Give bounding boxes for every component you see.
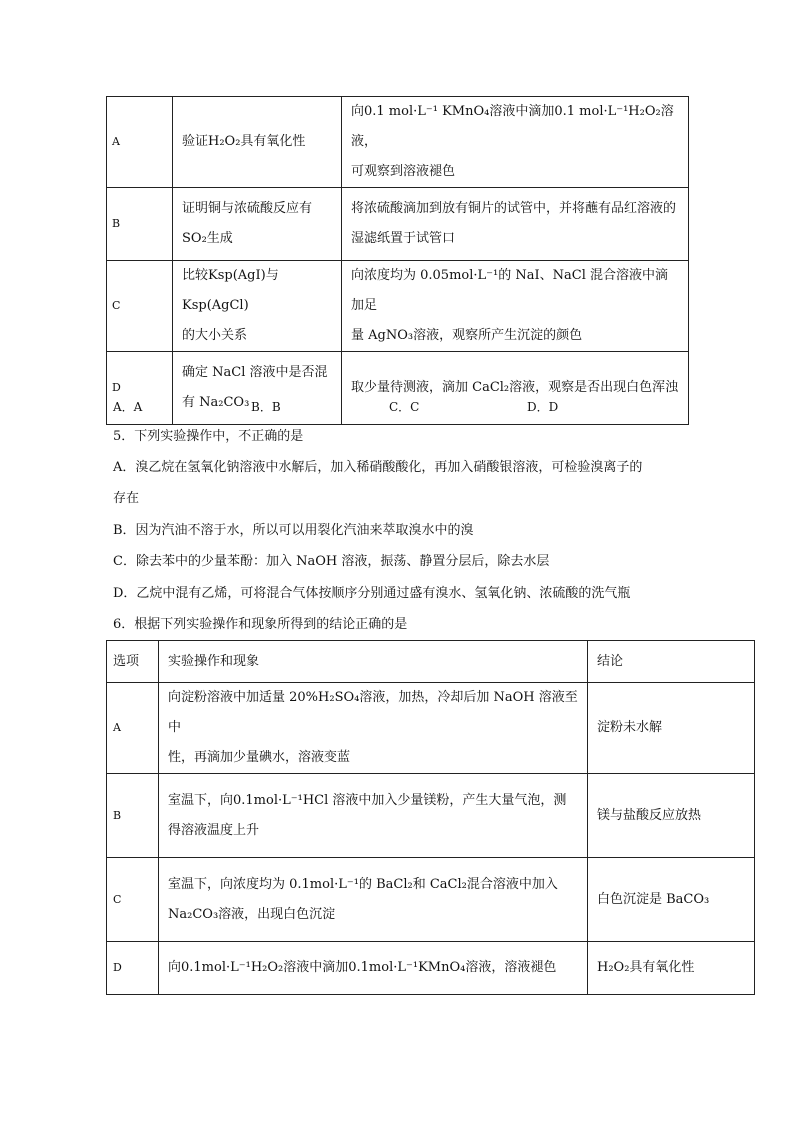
operation-line: 室温下，向浓度均为 0.1mol·L⁻¹的 BaCl₂和 CaCl₂混合溶液中加入 bbox=[168, 876, 558, 892]
q5-option-b: B．因为汽油不溶于水，所以可以用裂化汽油来萃取溴水中的溴 bbox=[113, 523, 474, 538]
operation-cell bbox=[159, 683, 588, 774]
row-label: B bbox=[107, 774, 159, 858]
q5-stem: 5．下列实验操作中，不正确的是 bbox=[113, 429, 304, 444]
conclusion-cell: 镁与盐酸反应放热 bbox=[588, 774, 755, 858]
operation-cell bbox=[342, 261, 689, 352]
table-header-row bbox=[107, 641, 755, 683]
option-c: C．C bbox=[389, 400, 420, 414]
operation-cell bbox=[159, 942, 588, 995]
purpose-line: 有 Na₂CO₃ bbox=[182, 395, 250, 410]
purpose-cell bbox=[173, 261, 342, 352]
operation-line: 取少量待测液，滴加 CaCl₂溶液，观察是否出现白色浑浊 bbox=[351, 380, 679, 395]
operation-line: 量 AgNO₃溶液，观察所产生沉淀的颜色 bbox=[351, 328, 583, 343]
row-label: C bbox=[107, 858, 159, 942]
option-b: B．B bbox=[251, 400, 281, 414]
conclusion-cell: H₂O₂具有氧化性 bbox=[588, 942, 755, 995]
operation-cell bbox=[342, 97, 689, 188]
operation-line: 向0.1mol·L⁻¹H₂O₂溶液中滴加0.1mol·L⁻¹KMnO₄溶液，溶液褪色 bbox=[168, 960, 557, 975]
table-row bbox=[107, 858, 755, 942]
q5-option-d: D．乙烷中混有乙烯，可将混合气体按顺序分别通过盛有溴水、氢氧化钠、浓硫酸的洗气瓶 bbox=[113, 586, 631, 601]
operation-line: 得溶液温度上升 bbox=[168, 822, 260, 838]
table-row bbox=[107, 774, 755, 858]
option-a: A．A bbox=[113, 400, 143, 414]
row-label: C bbox=[107, 261, 173, 352]
operation-line: 向淀粉溶液中加适量 20%H₂SO₄溶液，加热，冷却后加 NaOH 溶液至中 bbox=[168, 690, 578, 735]
operation-line: 可观察到溶液褪色 bbox=[351, 164, 456, 179]
row-label: A bbox=[107, 683, 159, 774]
operation-line: 性，再滴加少量碘水，溶液变蓝 bbox=[168, 750, 351, 765]
header-operation: 实验操作和现象 bbox=[159, 641, 588, 683]
operation-line: Na₂CO₃溶液，出现白色沉淀 bbox=[168, 906, 336, 922]
header-option: 选项 bbox=[107, 641, 159, 683]
table-row bbox=[107, 683, 755, 774]
operation-cell bbox=[159, 774, 588, 858]
row-label: D bbox=[107, 942, 159, 995]
operation-line: 向浓度均为 0.05mol·L⁻¹的 NaI、NaCl 混合溶液中滴加足 bbox=[351, 268, 668, 313]
q5-option-a-cont: 存在 bbox=[113, 491, 140, 506]
purpose-cell: 验证H₂O₂具有氧化性 bbox=[173, 97, 342, 188]
table-row bbox=[107, 942, 755, 995]
purpose-line: 确定 NaCl 溶液中是否混 bbox=[182, 365, 328, 380]
operation-line: 将浓硫酸滴加到放有铜片的试管中，并将蘸有品红溶液的 bbox=[351, 201, 677, 216]
conclusion-cell: 白色沉淀是 BaCO₃ bbox=[588, 858, 755, 942]
q6-stem: 6．根据下列实验操作和现象所得到的结论正确的是 bbox=[113, 617, 408, 632]
table-row bbox=[107, 261, 689, 352]
operation-line: 向0.1 mol·L⁻¹ KMnO₄溶液中滴加0.1 mol·L⁻¹H₂O₂溶液， bbox=[351, 104, 674, 149]
purpose-line: 证明铜与浓硫酸反应有 bbox=[182, 201, 313, 216]
operation-cell bbox=[342, 188, 689, 261]
q5-option-a: A．溴乙烷在氢氧化钠溶液中水解后，加入稀硝酸酸化，再加入硝酸银溶液，可检验溴离子的 bbox=[113, 460, 643, 475]
operation-cell bbox=[159, 858, 588, 942]
purpose-cell bbox=[173, 188, 342, 261]
row-label: A bbox=[107, 97, 173, 188]
table-row bbox=[107, 188, 689, 261]
purpose-line: 比较Ksp(AgI)与Ksp(AgCl) bbox=[182, 268, 279, 313]
row-label: D bbox=[107, 352, 173, 425]
table-row bbox=[107, 97, 689, 188]
conclusion-cell: 淀粉未水解 bbox=[588, 683, 755, 774]
row-label: B bbox=[107, 188, 173, 261]
q6-table bbox=[106, 640, 755, 995]
operation-line: 室温下，向0.1mol·L⁻¹HCl 溶液中加入少量镁粉，产生大量气泡，测 bbox=[168, 792, 567, 808]
purpose-line: SO₂生成 bbox=[182, 231, 233, 246]
purpose-line: 的大小关系 bbox=[182, 328, 248, 343]
header-conclusion: 结论 bbox=[588, 641, 755, 683]
operation-line: 湿滤纸置于试管口 bbox=[351, 231, 456, 246]
q4-table bbox=[106, 96, 689, 425]
option-d: D．D bbox=[527, 400, 559, 414]
q5-option-c: C．除去苯中的少量苯酚：加入 NaOH 溶液，振荡、静置分层后，除去水层 bbox=[113, 554, 550, 569]
